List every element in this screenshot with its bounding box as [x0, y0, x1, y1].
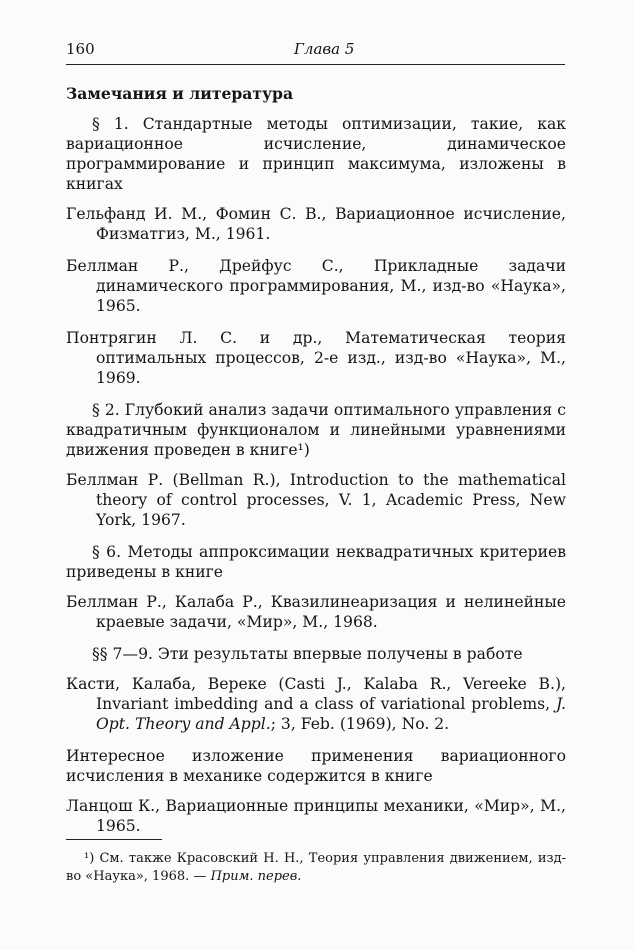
- paragraph-3: § 6. Методы аппроксимации неквадратичных критериев приведены в книге: [66, 543, 566, 581]
- paragraph-1: § 1. Стандартные методы оптимизации, такие, как вариационное исчисление, динамическое программирование и принцип максимума, изложены в книгах: [66, 115, 566, 193]
- page-header: [66, 40, 565, 62]
- footnote-rule: [66, 839, 162, 840]
- reference-6: [66, 674, 566, 734]
- header-rule: [66, 64, 565, 65]
- footnote-text: ¹) См. также Красовский Н. Н., Теория управления движением, изд-во «Наука», 1968. —: [66, 851, 566, 884]
- translator-note: Прим. перев.: [210, 869, 302, 884]
- reference-4: Беллман Р. (Bellman R.), Introduction to the mathematical theory of control processes, V. 1, Academic Press, New York, 1967.: [66, 471, 566, 529]
- reference-6-tail: ; 3, Feb. (1969), No. 2.: [270, 715, 450, 733]
- main-text: [66, 84, 566, 848]
- paragraph-2: § 2. Глубокий анализ задачи оптимального управления с квадратичным функционалом и линейными уравнениями движения проведен в книге¹): [66, 401, 566, 459]
- reference-5: Беллман Р., Калаба Р., Квазилинеаризация и нелинейные краевые задачи, «Мир», М., 1968.: [66, 593, 566, 631]
- reference-2: Беллман Р., Дрейфус С., Прикладные задачи динамического программирования, М., изд-во «Наука», 1965.: [66, 257, 566, 315]
- page-number: 160: [66, 40, 95, 58]
- footnote: [66, 850, 566, 886]
- journal-title: J. Opt. Theory and Appl.: [96, 695, 566, 733]
- reference-1: Гельфанд И. М., Фомин С. В., Вариационное исчисление, Физматгиз, М., 1961.: [66, 205, 566, 243]
- running-head: Глава 5: [294, 40, 355, 58]
- reference-6-lead: Касти, Калаба, Вереке (Casti J., Kalaba R., Vereeke B.), Invariant imbedding and a class of variational problems,: [66, 675, 566, 713]
- paragraph-5: Интересное изложение применения вариационного исчисления в механике содержится в книге: [66, 747, 566, 785]
- reference-3: Понтрягин Л. С. и др., Математическая теория оптимальных процессов, 2-е изд., изд-во «Наука», М., 1969.: [66, 329, 566, 387]
- section-title: Замечания и литература: [66, 84, 294, 103]
- reference-7: Ланцош К., Вариационные принципы механики, «Мир», М., 1965.: [66, 797, 566, 835]
- paragraph-4: §§ 7—9. Эти результаты впервые получены в работе: [92, 645, 523, 663]
